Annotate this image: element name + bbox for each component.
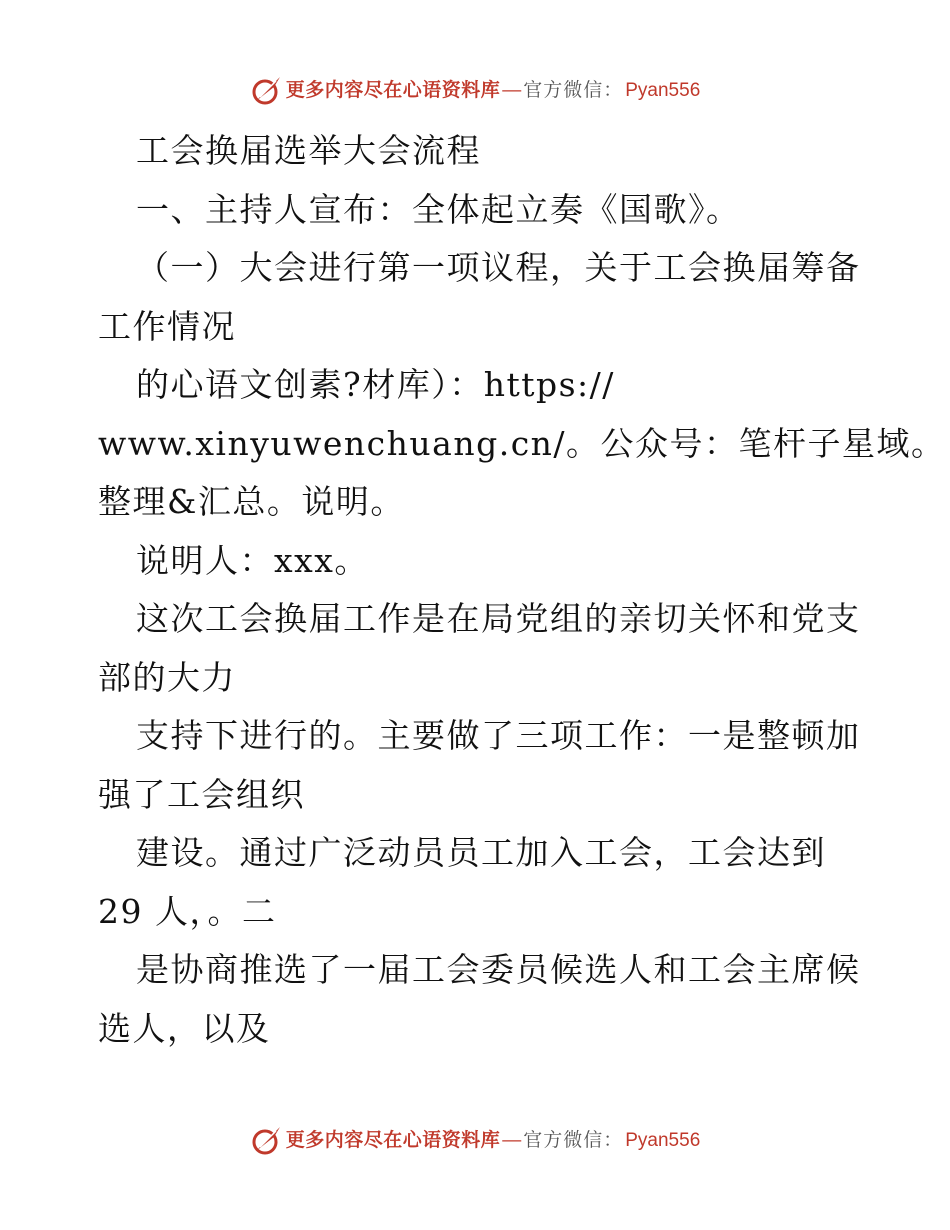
- text-line: 整理&汇总。说明。: [98, 482, 405, 521]
- quill-logo-icon: [250, 73, 284, 107]
- text-line: www.xinyuwenchuang.cn/。公众号：笔杆子星域。: [98, 423, 946, 463]
- banner-main-text: 更多内容尽在心语资料库: [285, 1128, 501, 1151]
- text-line: 工作情况: [98, 306, 236, 346]
- text-line: 的心语文创素?材库）：https://: [136, 365, 615, 404]
- banner-wechat-id: Pyan556: [625, 1129, 701, 1151]
- document-title: 工会换届选举大会流程: [136, 131, 481, 170]
- quill-logo-icon: [250, 1123, 284, 1157]
- document-body: [98, 122, 946, 1058]
- text-line: 强了工会组织: [98, 774, 305, 814]
- text-line: 部的大力: [98, 657, 236, 697]
- banner-dash: —: [502, 1129, 522, 1151]
- text-line: 29 人，。二: [98, 891, 277, 931]
- header-watermark-banner: [0, 70, 950, 110]
- banner-dash: —: [502, 79, 522, 101]
- text-line: 说明人：xxx。: [136, 540, 369, 580]
- text-line: 是协商推选了一届工会委员候选人和工会主席候: [136, 950, 861, 989]
- text-line: 选人，以及: [98, 1008, 271, 1048]
- banner-wechat-label: 官方微信：: [523, 1128, 624, 1151]
- banner-wechat-label: 官方微信：: [523, 78, 624, 101]
- banner-wechat-id: Pyan556: [625, 79, 701, 101]
- text-line: （一）大会进行第一项议程，关于工会换届筹备: [136, 248, 861, 287]
- footer-watermark-banner: [0, 1120, 950, 1160]
- text-line: 支持下进行的。主要做了三项工作：一是整顿加: [136, 716, 861, 755]
- text-line: 这次工会换届工作是在局党组的亲切关怀和党支: [136, 599, 861, 638]
- banner-main-text: 更多内容尽在心语资料库: [285, 78, 501, 101]
- text-line: 一、主持人宣布：全体起立奏《国歌》。: [136, 189, 741, 229]
- text-line: 建设。通过广泛动员员工加入工会，工会达到: [136, 833, 826, 872]
